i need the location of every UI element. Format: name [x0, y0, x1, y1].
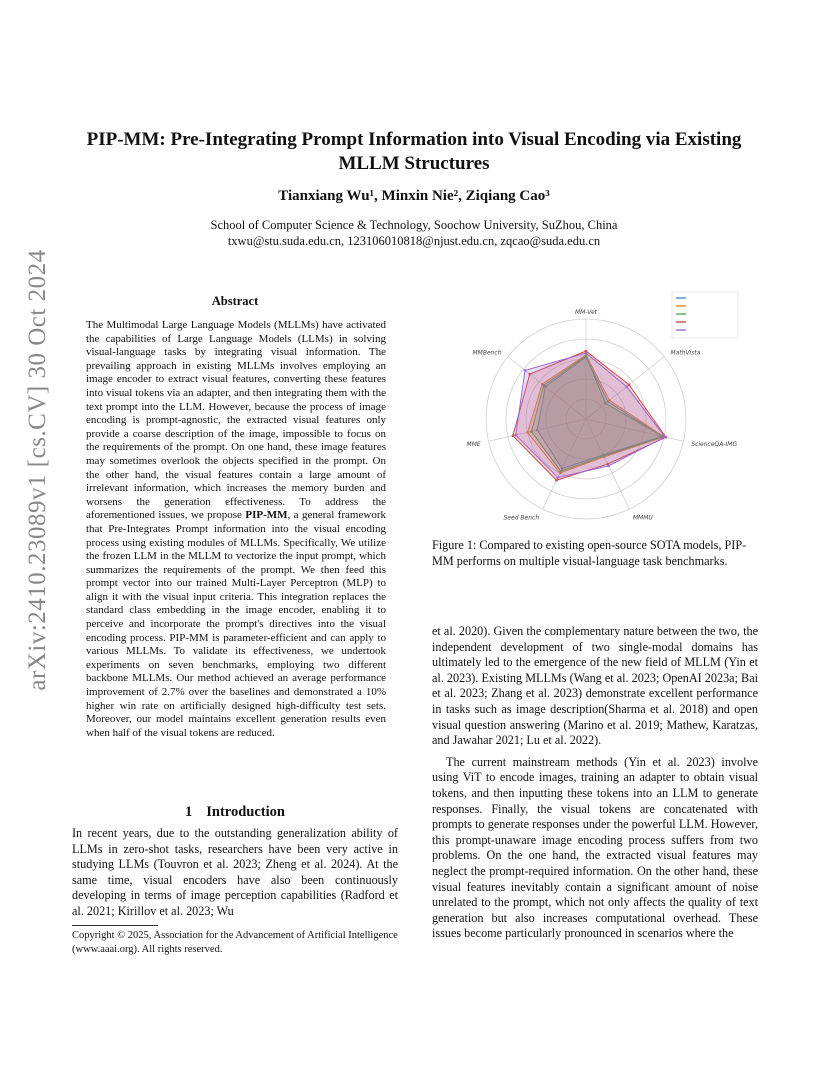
axis-label: MME — [466, 441, 481, 449]
paper-authors: Tianxiang Wu¹, Minxin Nie², Ziqiang Cao³ — [278, 188, 550, 204]
method-name: PIP-MM — [245, 509, 288, 522]
figure-caption: Figure 1: Compared to existing open-source SOTA models, PIP-MM performs on multiple visual-language task benchmarks. — [432, 538, 747, 568]
abstract-text-1: The Multimodal Large Language Models (MLLMs) have activated the capabilities of Large Language Models (LLMs) in solving visual-language tasks by integrating visual information. The prevailing approach in existing MLLMs involves employing an image encoder to extract visual features, converting these features into visual tokens via an adapter, and then integrating them with the text prompt into the LLM. However, because the process of image encoding is prompt-agnostic, the extracted visual features only provide a coarse description of the image, impossible to focus on the requirements of the prompt. On one hand, these image features may sometimes overlook the objects specified in the prompt. On the other hand, the visual features contain a large amount of irrelevant information, which increases the memory burden and worsens the generation effectiveness. To address the aforementioned issues, we propose — [86, 319, 386, 522]
axis-label: MM-Vet — [574, 309, 598, 316]
series-point — [515, 434, 518, 437]
series-point — [628, 383, 631, 386]
series-point — [524, 369, 527, 372]
axis-label: ScienceQA-IMG — [691, 441, 738, 449]
radar-chart — [448, 284, 748, 529]
axis-label: Seed Bench — [503, 514, 540, 522]
arxiv-id-label: arXiv:2410.23089v1 [cs.CV] 30 Oct 2024 — [24, 249, 51, 691]
series-point — [625, 385, 628, 388]
right-paragraph-1: et al. 2020). Given the complementary nature between the two, the independent development of two single-modal domains has ultimately led to the emergence of the new field of MLLM (Yin et al. 2023). Existing MLLMs (Wang et al. 2023; OpenAI 2023a; Bai et al. 2023; Zhang et al. 2023) demonstrate excellent performance in tasks such as image description(Sharma et al. 2018) and open visual question answering (Marino et al. 2019; Mathew, Karatzas, and Jawahar 2021; Lu et al. 2022). — [432, 624, 758, 748]
series-point — [512, 434, 515, 437]
series-point — [585, 352, 588, 355]
section-title: Introduction — [206, 804, 285, 820]
right-paragraph-2: The current mainstream methods (Yin et al. 2023) involve using ViT to encode images, training an adapter to obtain visual tokens, and then inputting these tokens into an LLM to generate responses. Finally, the visual tokens are concatenated with prompts to generate responses under the powerful LLM. However, this prompt-unaware image encoding process suffers from two problems. On the one hand, the extracted visual features may neglect the prompt-required information. On the other hand, these visual features inevitably contain a significant amount of noise unrelated to the prompt, which not only affects the quality of text generation but also increases computational overhead. These issues become particularly pronounced in scenarios where the — [432, 754, 758, 941]
radar-chart-figure — [448, 284, 748, 529]
email-line: txwu@stu.suda.edu.cn, 123106010818@njust.edu.cn, zqcao@suda.edu.cn — [227, 234, 601, 248]
footnote-rule — [72, 925, 158, 926]
abstract-heading: Abstract — [211, 294, 259, 308]
legend-box — [672, 292, 738, 338]
abstract-body — [86, 319, 386, 740]
abstract-text-2: , a general framework that — [86, 509, 386, 535]
section-heading — [72, 804, 398, 821]
section-number: 1 — [185, 804, 193, 820]
series-point — [556, 476, 559, 479]
intro-left-column — [72, 826, 398, 920]
axis-label: MMBench — [472, 349, 502, 357]
intro-right-column — [432, 624, 758, 948]
abstract-text-3: Pre-Integrates Prompt information into the visual encoding process using existing modules of MLLMs. Specifically, We utilize the frozen LLM in the MLLM to vectorize the input prompt, which summarizes the requirements of the prompt. We then feed this prompt vector into our trained Multi-Layer Perceptron (MLP) to align it with the visual input criteria. This integration replaces the standard class embedding in the image encoder, enabling it to perceive and incorporate the prompt's directives into the visual encoding process. PIP-MM is parameter-efficient and can apply to various MLLMs. To validate its effectiveness, we undertook experiments on seven benchmarks, employing two different backbone MLLMs. Our method achieved an average performance improvement of 2.7% over the baselines and demonstrated a 10% higher win rate on artificially designed high-difficulty test sets. Moreover, our model maintains excellent generation results even when half of the visual tokens are reduced. — [86, 522, 386, 739]
paper-title: PIP-MM: Pre-Integrating Prompt Information into Visual Encoding via Existing MLLM Structures — [86, 129, 742, 174]
series-point — [555, 479, 558, 482]
affiliation-line: School of Computer Science & Technology, Soochow University, SuZhou, China — [210, 218, 618, 232]
series-point — [664, 436, 667, 439]
intro-paragraph: In recent years, due to the outstanding generalization ability of LLMs in zero-shot tasks, researchers have been very active in studying LLMs (Touvron et al. 2023; Zheng et al. 2024). At the same time, visual encoders have also been continuously developing in terms of image perception capabilities (Radford et al. 2021; Kirillov et al. 2023; Wu — [72, 826, 398, 918]
axis-label: MMMU — [632, 514, 653, 522]
affiliation-block — [60, 217, 768, 249]
series-point — [607, 465, 610, 468]
copyright-footnote: Copyright © 2025, Association for the Advancement of Artificial Intelligence (www.aaai.org). All rights reserved. — [72, 930, 398, 955]
axis-label: MathVista — [670, 349, 701, 357]
